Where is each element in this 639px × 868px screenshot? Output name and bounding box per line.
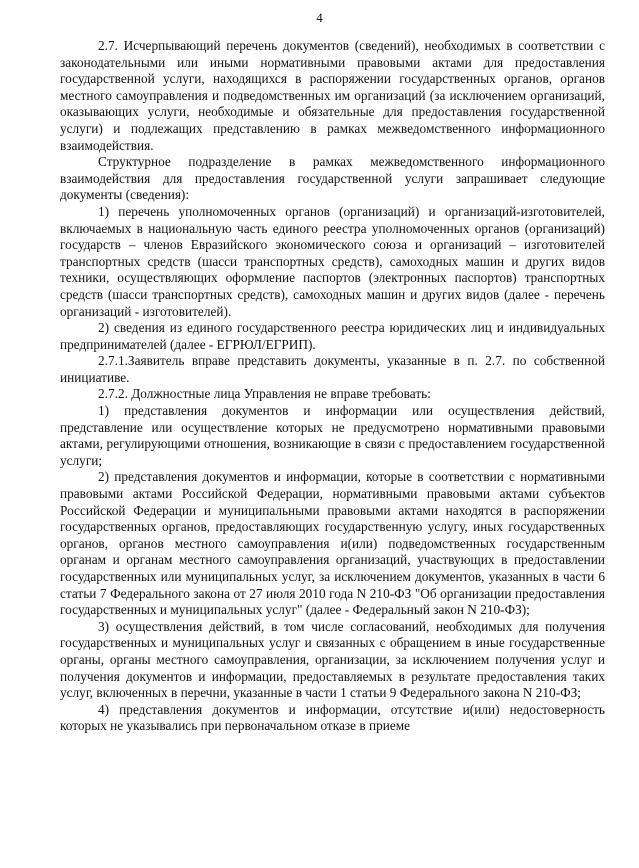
paragraph-2-7-1: 2.7.1.Заявитель вправе представить документы, указанные в п. 2.7. по собственной инициативе. xyxy=(60,353,605,385)
paragraph-structural-unit: Структурное подразделение в рамках межведомственного информационного взаимодействия для предоставления государственной услуги запрашивает следующие документы (сведения): xyxy=(60,154,605,203)
page-number: 4 xyxy=(316,10,323,25)
document-body xyxy=(60,38,605,735)
paragraph-req-1: 1) представления документов и информации или осуществления действий, представление или осуществление которых не предусмотрено нормативными правовыми актами, регулирующими отношения, возникающие в связи с предоставлением государственной услуги; xyxy=(60,403,605,468)
paragraph-req-2: 2) представления документов и информации, которые в соответствии с нормативными правовыми актами Российской Федерации, нормативными правовыми актами субъектов Российской Федерации и муниципальными правовыми актами находятся в распоряжении государственных органов, предоставляющих государственную услугу, иных государственных органов, органов местного самоуправления и(или) подведомственных государственным органам и органам местного самоуправления организаций, участвующих в предоставлении государственных или муниципальных услуг, за исключением документов, указанных в части 6 статьи 7 Федерального закона от 27 июля 2010 года N 210-ФЗ "Об организации предоставления государственных и муниципальных услуг" (далее - Федеральный закон N 210-ФЗ); xyxy=(60,469,605,618)
paragraph-req-4: 4) представления документов и информации, отсутствие и(или) недостоверность которых не указывались при первоначальном отказе в приеме xyxy=(60,701,605,734)
paragraph-2-7: 2.7. Исчерпывающий перечень документов (сведений), необходимых в соответствии с законодательными или иными нормативными правовыми актами для предоставления государственной услуги, находящихся в распоряжении государственных органов, органов местного самоуправления и подведомственных им организаций (за исключением организаций, оказывающих услуги, необходимые и обязательные для предоставления государственной услуги) и подлежащих представлению в рамках межведомственного информационного взаимодействия. xyxy=(60,38,605,153)
paragraph-item-1: 1) перечень уполномоченных органов (организаций) и организаций-изготовителей, включаемых в национальную часть единого реестра уполномоченных органов (организаций) государств – членов Евразийского экономического союза и организаций – изготовителей транспортных средств (шасси транспортных средств), самоходных машин и других видов техники, осуществляющих оформление паспортов (электронных паспортов) транспортных средств (шасси транспортных средств), самоходных машин и других видов (далее - перечень организаций - изготовителей). xyxy=(60,203,605,319)
paragraph-req-3: 3) осуществления действий, в том числе согласований, необходимых для получения государственных и муниципальных услуг и связанных с обращением в иные государственные органы, органы местного самоуправления, организации, за исключением получения услуг и получения документов и информации, предоставляемых в результате предоставления таких услуг, включенных в перечни, указанные в части 1 статьи 9 Федерального закона N 210-ФЗ; xyxy=(60,618,605,701)
paragraph-2-7-2: 2.7.2. Должностные лица Управления не вправе требовать: xyxy=(98,386,431,402)
paragraph-item-2: 2) сведения из единого государственного реестра юридических лиц и индивидуальных предпринимателей (далее - ЕГРЮЛ/ЕГРИП). xyxy=(60,320,605,352)
